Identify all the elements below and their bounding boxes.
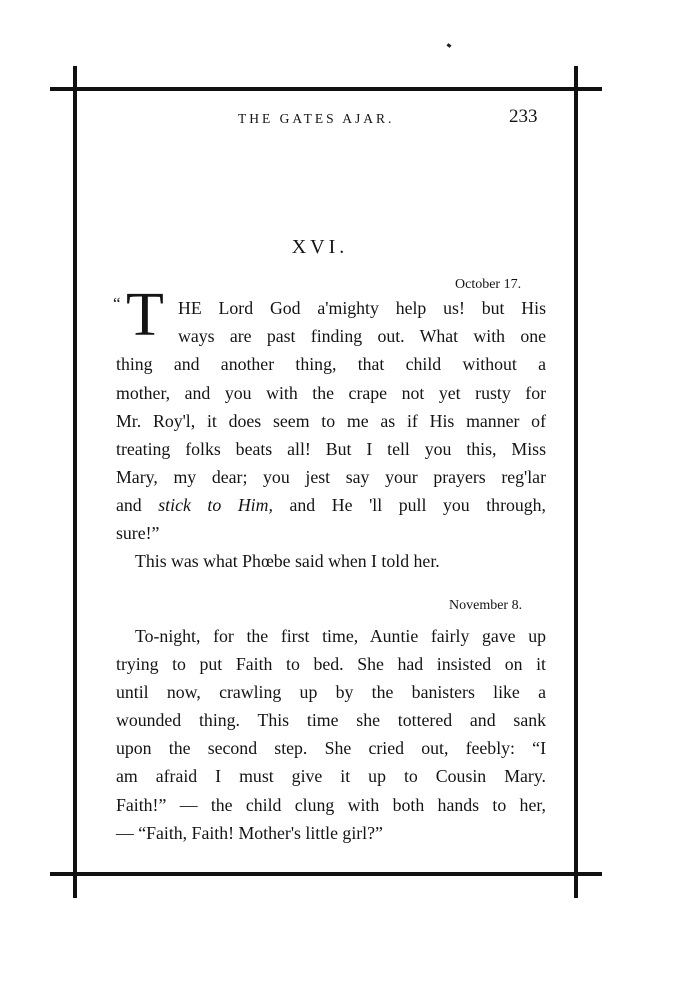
bottom-border-rule xyxy=(50,872,602,876)
text-line: am afraid I must give it up to Cousin Mary. xyxy=(116,766,546,786)
running-title: THE GATES AJAR. xyxy=(238,111,395,126)
text-line: HE Lord God a'mighty help us! but His xyxy=(178,298,546,318)
text-line: Mary, my dear; you jest say your prayers reg'lar xyxy=(116,467,546,487)
text-segment: and xyxy=(116,495,159,515)
drop-cap: T xyxy=(126,281,164,349)
text-line: treating folks beats all! But I tell you this, Miss xyxy=(116,439,546,459)
text-line: sure!” xyxy=(116,523,160,543)
text-line: mother, and you with the crape not yet rusty for xyxy=(116,383,546,403)
text-line: trying to put Faith to bed. She had insisted on it xyxy=(116,654,546,674)
page-number: 233 xyxy=(509,106,538,127)
entry-date: October 17. xyxy=(455,277,522,292)
chapter-numeral: XVI. xyxy=(291,236,349,258)
text-line: Mr. Roy'l, it does seem to me as if His manner of xyxy=(116,411,546,431)
text-line: thing and another thing, that child without a xyxy=(116,354,546,374)
text-line: To-night, for the first time, Auntie fairly gave up xyxy=(135,626,546,646)
top-border-rule xyxy=(50,87,602,91)
text-line: upon the second step. She cried out, feebly: “I xyxy=(116,738,546,758)
italic-phrase: stick to Him, xyxy=(158,495,273,515)
text-line: This was what Phœbe said when I told her. xyxy=(135,551,440,571)
text-line: ways are past finding out. What with one xyxy=(178,326,546,346)
entry-date: November 8. xyxy=(449,598,523,613)
left-border-rule xyxy=(73,66,77,898)
ink-speck xyxy=(447,43,452,48)
opening-quote-mark: “ xyxy=(113,294,121,313)
text-line-with-italics xyxy=(116,495,546,516)
text-line: wounded thing. This time she tottered and sank xyxy=(116,710,546,730)
text-line: — “Faith, Faith! Mother's little girl?” xyxy=(116,823,383,843)
text-segment: and He 'll pull you through, xyxy=(272,495,547,515)
text-line: until now, crawling up by the banisters like a xyxy=(116,682,546,702)
right-border-rule xyxy=(574,66,578,898)
text-line: Faith!” — the child clung with both hands to her, xyxy=(116,795,546,815)
